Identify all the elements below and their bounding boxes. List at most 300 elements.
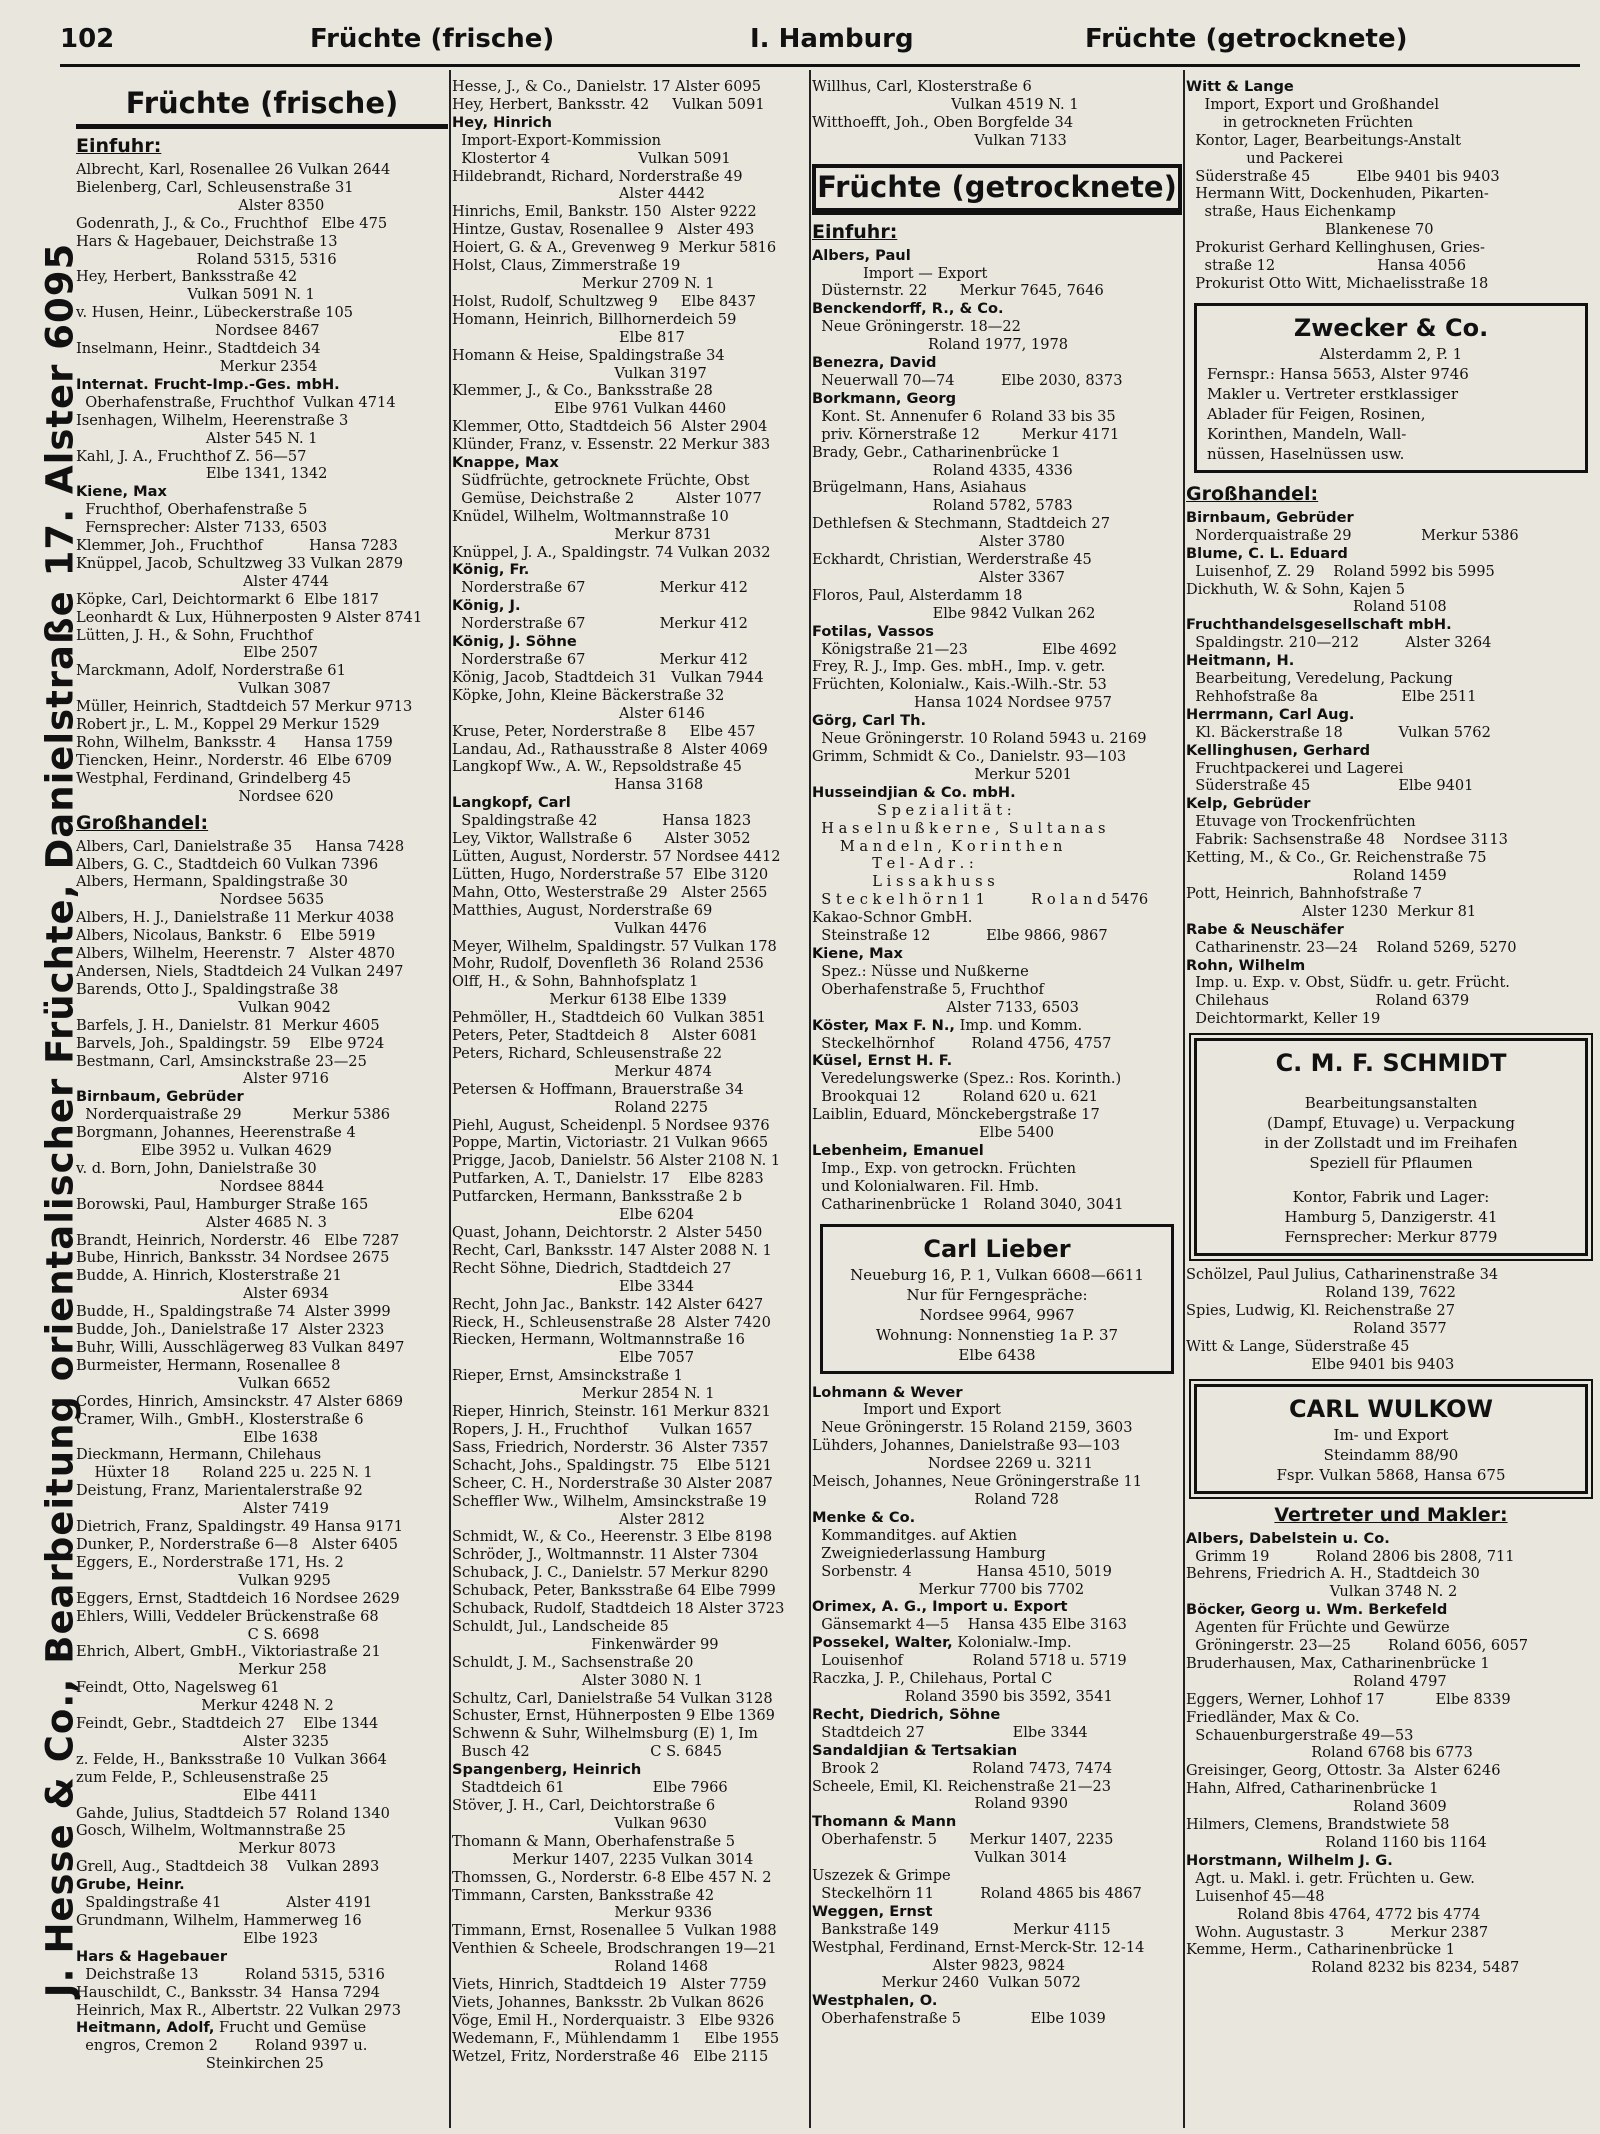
directory-entry — [76, 286, 448, 304]
entry-name: Albers, Dabelstein u. Co. — [1186, 1529, 1390, 1547]
directory-entry — [812, 2010, 1182, 2028]
entry-text: Agenten für Früchte und Gewürze — [1186, 1619, 1450, 1637]
directory-entry — [1186, 1356, 1596, 1374]
entry-text: Prigge, Jacob, Danielstr. 56 Alster 2108 N. 1 — [452, 1152, 781, 1170]
ad-line: nüssen, Haselnüssen usw. — [1207, 444, 1405, 463]
directory-entry — [76, 609, 448, 627]
entry-text: Spaldingstr. 210—212 Alster 3264 — [1186, 634, 1492, 652]
directory-entry — [76, 1446, 448, 1464]
directory-entry — [452, 866, 808, 884]
directory-entry — [76, 1035, 448, 1053]
entry-text: Merkur 8073 — [76, 1840, 336, 1858]
directory-entry — [812, 1992, 1182, 2010]
directory-entry — [76, 161, 448, 179]
directory-entry — [452, 2030, 808, 2048]
entry-name: Witt & Lange — [1186, 78, 1294, 95]
directory-entry — [1186, 527, 1596, 545]
directory-entry — [1186, 974, 1596, 992]
directory-entry — [76, 1088, 448, 1106]
advertisement-schmidt — [1194, 1038, 1588, 1256]
directory-entry — [76, 179, 448, 197]
directory-entry — [1186, 1691, 1596, 1709]
entry-text: Marckmann, Adolf, Norderstraße 61 — [76, 662, 346, 680]
entry-text: Mohr, Rudolf, Dovenfleth 36 Roland 2536 — [452, 955, 764, 973]
directory-entry — [76, 1357, 448, 1375]
entry-list — [1186, 1530, 1596, 1978]
directory-entry — [1186, 688, 1596, 706]
sidebar-ad-text: J. Hesse & Co., Bearbeitung orientalischer Früchte, Danielstraße 17. Alster 6095 — [38, 242, 82, 1998]
entry-text: straße, Haus Eichenkamp — [1186, 203, 1396, 221]
entry-text: Deistung, Franz, Marientalerstraße 92 — [76, 1482, 363, 1500]
directory-entry — [76, 2002, 448, 2020]
directory-entry — [1186, 795, 1596, 813]
directory-entry — [452, 1152, 808, 1170]
directory-entry — [812, 1849, 1182, 1867]
directory-entry — [452, 687, 808, 705]
directory-entry — [812, 1778, 1182, 1796]
entry-text: Elbe 7057 — [452, 1349, 695, 1367]
directory-entry — [812, 533, 1182, 551]
directory-entry — [812, 390, 1182, 408]
entry-text: Vulkan 3087 — [76, 680, 331, 698]
directory-entry — [452, 1654, 808, 1672]
entry-text: Brady, Gebr., Catharinenbrücke 1 — [812, 443, 1061, 461]
directory-entry — [76, 430, 448, 448]
directory-entry — [452, 741, 808, 759]
entry-text: Brandt, Heinrich, Norderstr. 46 Elbe 7287 — [76, 1231, 400, 1249]
entry-text: Ropers, J. H., Fruchthof Vulkan 1657 — [452, 1420, 753, 1438]
directory-entry — [76, 1053, 448, 1071]
entry-text: Hüxter 18 Roland 225 u. 225 N. 1 — [76, 1464, 373, 1482]
directory-entry — [812, 1196, 1182, 1214]
ad-line: Kontor, Fabrik und Lager: — [1292, 1188, 1490, 1207]
directory-entry — [76, 1142, 448, 1160]
entry-text: Eckhardt, Christian, Werderstraße 45 — [812, 551, 1092, 569]
directory-entry — [812, 1652, 1182, 1670]
directory-entry — [812, 300, 1182, 318]
entry-text: Roland 6768 bis 6773 — [1186, 1744, 1473, 1762]
directory-entry — [76, 752, 448, 770]
directory-entry — [76, 873, 448, 891]
directory-entry — [452, 1439, 808, 1457]
directory-entry — [812, 265, 1182, 283]
entry-text: Viets, Johannes, Banksstr. 2b Vulkan 8626 — [452, 1993, 764, 2011]
directory-entry — [452, 1851, 808, 1869]
entry-text: Hintze, Gustav, Rosenallee 9 Alster 493 — [452, 221, 755, 239]
directory-entry — [76, 1715, 448, 1733]
ad-line: Elbe 6438 — [958, 1345, 1036, 1364]
directory-entry — [1186, 78, 1596, 96]
entry-text: Import, Export und Großhandel — [1186, 95, 1439, 113]
directory-entry — [452, 1904, 808, 1922]
directory-entry — [812, 479, 1182, 497]
directory-entry — [812, 96, 1182, 114]
entry-text: Lütten, Hugo, Norderstraße 57 Elbe 3120 — [452, 865, 769, 883]
entry-text: Schröder, J., Woltmannstr. 11 Alster 7304 — [452, 1546, 759, 1564]
entry-text: Oberhafenstraße 5 Elbe 1039 — [812, 2010, 1106, 2028]
directory-entry — [812, 927, 1182, 945]
directory-entry — [812, 1831, 1182, 1849]
directory-entry — [1186, 706, 1596, 724]
directory-entry — [1186, 114, 1596, 132]
directory-entry — [812, 641, 1182, 659]
directory-entry — [452, 1331, 808, 1349]
entry-text: Schultz, Carl, Danielstraße 54 Vulkan 3128 — [452, 1689, 773, 1707]
directory-entry — [812, 1634, 1182, 1652]
entry-text: Leonhardt & Lux, Hühnerposten 9 Alster 8741 — [76, 608, 423, 626]
directory-entry — [76, 963, 448, 981]
entry-text: Nordsee 8844 — [76, 1177, 325, 1195]
directory-entry — [452, 812, 808, 830]
directory-entry — [812, 1509, 1182, 1527]
entry-name: Orimex, A. G., Import u. Export — [812, 1598, 1068, 1616]
entry-text: Westphal, Ferdinand, Grindelberg 45 — [76, 769, 352, 787]
directory-entry — [452, 257, 808, 275]
entry-text: Albers, Wilhelm, Heerenstr. 7 Alster 4870 — [76, 945, 395, 963]
entry-text: Imp., Exp. von getrockn. Früchten — [812, 1159, 1076, 1177]
entry-text: Gemüse, Deichstraße 2 Alster 1077 — [452, 489, 762, 507]
directory-entry — [452, 1815, 808, 1833]
entry-name: Westphalen, O. — [812, 1992, 938, 2010]
entry-text: Thomann & Mann, Oberhafenstraße 5 — [452, 1832, 736, 1850]
entry-text: Robert jr., L. M., Koppel 29 Merkur 1529 — [76, 716, 380, 734]
directory-entry — [812, 78, 1182, 96]
entry-text: Matthies, August, Norderstraße 69 — [452, 901, 713, 919]
directory-entry — [452, 1457, 808, 1475]
directory-entry — [812, 1455, 1182, 1473]
entry-text: Schölzel, Paul Julius, Catharinenstraße 34 — [1186, 1266, 1499, 1284]
entry-text: Olff, H., & Sohn, Bahnhofsplatz 1 — [452, 973, 699, 991]
running-header — [60, 20, 1580, 67]
directory-entry — [812, 963, 1182, 981]
entry-text: Frey, R. J., Imp. Ges. mbH., Imp. v. getr. — [812, 658, 1106, 676]
entry-text: Norderstraße 67 Merkur 412 — [452, 615, 748, 633]
directory-entry — [812, 855, 1182, 873]
directory-entry — [1186, 150, 1596, 168]
advertisement-carl-lieber — [820, 1224, 1174, 1374]
entry-text: Rieck, H., Schleusenstraße 28 Alster 7420 — [452, 1313, 771, 1331]
directory-entry — [76, 1930, 448, 1948]
entry-text: Budde, A. Hinrich, Klosterstraße 21 — [76, 1267, 342, 1285]
entry-text: Isenhagen, Wilhelm, Heerenstraße 3 — [76, 411, 349, 429]
directory-entry — [452, 311, 808, 329]
entry-name: Blume, C. L. Eduard — [1186, 544, 1348, 562]
directory-entry — [1186, 616, 1596, 634]
entry-text: Vulkan 3197 — [452, 364, 707, 382]
entry-text: Bube, Hinrich, Banksstr. 34 Nordsee 2675 — [76, 1249, 390, 1267]
directory-entry — [812, 1598, 1182, 1616]
ad-line: Neueburg 16, P. 1, Vulkan 6608—6611 — [850, 1265, 1144, 1284]
directory-entry — [76, 1321, 448, 1339]
directory-entry — [1186, 1530, 1596, 1548]
entry-text: Sorbenstr. 4 Hansa 4510, 5019 — [812, 1562, 1112, 1580]
entry-name: Böcker, Georg u. Wm. Berkefeld — [1186, 1601, 1448, 1619]
ad-line: Ablader für Feigen, Rosinen, — [1207, 404, 1426, 423]
entry-text: Klemmer, Otto, Stadtdeich 56 Alster 2904 — [452, 418, 768, 436]
directory-entry — [812, 676, 1182, 694]
entry-name: Hars & Hagebauer — [76, 1947, 228, 1965]
directory-entry — [76, 1124, 448, 1142]
entry-text: Elbe 2507 — [76, 644, 319, 662]
entry-name: Kellinghusen, Gerhard — [1186, 741, 1371, 759]
entry-text: Pott, Heinrich, Bahnhofstraße 7 — [1186, 884, 1423, 902]
entry-text: Neue Gröningerstr. 18—22 — [812, 318, 1021, 336]
entry-text: Kl. Bäckerstraße 18 Vulkan 5762 — [1186, 723, 1491, 741]
entry-name: Fotilas, Vassos — [812, 622, 934, 640]
entry-text: Roland 9390 — [812, 1795, 1069, 1813]
directory-entry — [76, 2019, 448, 2037]
directory-entry — [812, 1724, 1182, 1742]
entry-name: Lohmann & Wever — [812, 1383, 963, 1401]
directory-entry — [812, 1939, 1182, 1957]
entry-text: Inselmann, Heinr., Stadtdeich 34 — [76, 340, 321, 358]
directory-entry — [76, 1249, 448, 1267]
entry-name: Knappe, Max — [452, 454, 559, 472]
entry-text: Kakao-Schnor GmbH. — [812, 909, 973, 927]
entry-text: Albers, G. C., Stadtdeich 60 Vulkan 7396 — [76, 855, 379, 873]
entry-text: Brook 2 Roland 7473, 7474 — [812, 1759, 1113, 1777]
directory-entry — [76, 1070, 448, 1088]
entry-name: König, J. — [452, 597, 521, 615]
entry-text: Schuster, Ernst, Hühnerposten 9 Elbe 1369 — [452, 1707, 775, 1725]
directory-entry — [812, 766, 1182, 784]
directory-entry — [1186, 867, 1596, 885]
directory-entry — [812, 551, 1182, 569]
entry-text: Ley, Viktor, Wallstraße 6 Alster 3052 — [452, 830, 751, 848]
directory-entry — [1186, 1906, 1596, 1924]
entry-text: Spaldingstraße 42 Hansa 1823 — [452, 812, 752, 830]
entry-text: Kemme, Herm., Catharinenbrücke 1 — [1186, 1941, 1456, 1959]
entry-text: Eggers, E., Norderstraße 171, Hs. 2 — [76, 1553, 344, 1571]
directory-entry — [452, 114, 808, 132]
entry-text: Quast, Johann, Deichtorstr. 2 Alster 5450 — [452, 1224, 763, 1241]
directory-entry — [452, 1618, 808, 1636]
directory-entry — [1186, 742, 1596, 760]
ad-line: Hamburg 5, Danzigerstr. 41 — [1284, 1208, 1498, 1227]
directory-entry — [76, 1232, 448, 1250]
directory-entry — [452, 1224, 808, 1242]
directory-entry — [1186, 921, 1596, 939]
entry-text: Albers, Nicolaus, Bankstr. 6 Elbe 5919 — [76, 927, 376, 945]
directory-entry — [452, 723, 808, 741]
directory-entry — [812, 247, 1182, 265]
directory-entry — [76, 2055, 448, 2073]
ad-line: Alsterdamm 2, P. 1 — [1319, 344, 1463, 363]
entry-text: Alster 3367 — [812, 568, 1065, 586]
entry-text: Neue Gröningerstr. 10 Roland 5943 u. 2169 — [812, 730, 1147, 748]
directory-entry — [76, 1697, 448, 1715]
entry-text: Barends, Otto J., Spaldingstraße 38 — [76, 980, 339, 998]
directory-entry — [452, 365, 808, 383]
directory-entry — [1186, 257, 1596, 275]
entry-text: Bestmann, Carl, Amsinckstraße 23—25 — [76, 1052, 367, 1070]
entry-text: Recht, John Jac., Bankstr. 142 Alster 6427 — [452, 1295, 764, 1313]
directory-entry — [812, 336, 1182, 354]
directory-entry — [76, 1769, 448, 1787]
section-title: Früchte (getrocknete) — [812, 164, 1182, 215]
section-title: Früchte (frische) — [76, 84, 448, 129]
directory-entry — [812, 1885, 1182, 1903]
entry-text: Elbe 9842 Vulkan 262 — [812, 604, 1096, 622]
entry-name: Horstmann, Wilhelm J. G. — [1186, 1851, 1393, 1869]
directory-entry — [812, 1760, 1182, 1778]
entry-text: Roland 1468 — [452, 1958, 709, 1976]
entry-text: Merkur 4248 N. 2 — [76, 1697, 334, 1715]
directory-entry — [812, 1563, 1182, 1581]
directory-entry — [452, 382, 808, 400]
entry-text: Witthoefft, Joh., Oben Borgfelde 34 — [812, 113, 1074, 131]
ad-title: CARL WULKOW — [1289, 1394, 1493, 1423]
entry-text: Petersen & Hoffmann, Brauerstraße 34 — [452, 1080, 744, 1098]
entry-text: Neue Gröningerstr. 15 Roland 2159, 3603 — [812, 1419, 1133, 1437]
directory-entry — [76, 981, 448, 999]
directory-entry — [76, 1912, 448, 1930]
entry-text: Elbe 3952 u. Vulkan 4629 — [76, 1142, 332, 1160]
directory-entry — [76, 1661, 448, 1679]
entry-text: Vulkan 4519 N. 1 — [812, 95, 1079, 113]
directory-entry — [812, 1903, 1182, 1921]
directory-entry — [812, 1017, 1182, 1035]
directory-entry — [452, 185, 808, 203]
entry-text: Fruchtpackerei und Lagerei — [1186, 759, 1404, 777]
entry-text: Import-Export-Kommission — [452, 131, 662, 149]
entry-text: Veredelungswerke (Spez.: Ros. Korinth.) — [812, 1070, 1122, 1088]
entry-text: Spies, Ludwig, Kl. Reichenstraße 27 — [1186, 1301, 1455, 1319]
entry-text: Borowski, Paul, Hamburger Straße 165 — [76, 1195, 369, 1213]
entry-text: Tiencken, Heinr., Norderstr. 46 Elbe 6709 — [76, 751, 392, 769]
directory-entry — [76, 770, 448, 788]
directory-entry — [452, 1063, 808, 1081]
entry-text: Roland 8232 bis 8234, 5487 — [1186, 1959, 1520, 1977]
entry-text: Knüppel, J. A., Spaldingstr. 74 Vulkan 2032 — [452, 543, 771, 561]
directory-entry — [1186, 1673, 1596, 1691]
directory-entry — [76, 662, 448, 680]
directory-entry — [812, 1581, 1182, 1599]
directory-entry — [812, 587, 1182, 605]
entry-text: Elbe 9761 Vulkan 4460 — [452, 400, 727, 418]
entry-text: Scheer, C. H., Norderstraße 30 Alster 2087 — [452, 1474, 773, 1492]
directory-entry — [812, 1106, 1182, 1124]
entry-text: Hildebrandt, Richard, Norderstraße 49 — [452, 167, 743, 185]
entry-text: Nordsee 620 — [76, 787, 334, 805]
entry-text: Süderstraße 45 Elbe 9401 — [1186, 777, 1474, 795]
directory-entry — [1186, 185, 1596, 203]
entry-text: Hansa 3168 — [452, 776, 704, 794]
entry-list — [812, 247, 1182, 1214]
directory-entry — [76, 1017, 448, 1035]
directory-entry — [812, 1616, 1182, 1634]
directory-entry — [812, 1527, 1182, 1545]
entry-text: Louisenhof Roland 5718 u. 5719 — [812, 1652, 1127, 1670]
directory-entry — [812, 605, 1182, 623]
entry-text: Greisinger, Georg, Ottostr. 3a Alster 6246 — [1186, 1762, 1501, 1780]
entry-text: Hermann Witt, Dockenhuden, Pikarten- — [1186, 185, 1489, 203]
entry-text: Prokurist Otto Witt, Michaelisstraße 18 — [1186, 274, 1489, 292]
directory-entry — [452, 1743, 808, 1761]
entry-text: Roland 3590 bis 3592, 3541 — [812, 1687, 1113, 1705]
entry-name: Sandaldjian & Tertsakian — [812, 1741, 1018, 1759]
directory-entry — [1186, 1619, 1596, 1637]
directory-entry — [452, 884, 808, 902]
entry-text: Klünder, Franz, v. Essenstr. 22 Merkur 383 — [452, 436, 771, 454]
entry-text: Vulkan 9630 — [452, 1814, 707, 1832]
ad-line: Fernsprecher: Merkur 8779 — [1284, 1228, 1498, 1247]
entry-name: Possekel, Walter, — [812, 1634, 953, 1652]
entry-text: Recht, Carl, Banksstr. 147 Alster 2088 N. 1 — [452, 1241, 772, 1259]
directory-entry — [812, 1160, 1182, 1178]
directory-entry — [76, 573, 448, 591]
entry-text: Schuldt, J. M., Sachsenstraße 20 — [452, 1653, 694, 1671]
entry-text: Roland 8bis 4764, 4772 bis 4774 — [1186, 1905, 1481, 1923]
directory-entry — [452, 938, 808, 956]
directory-entry — [452, 2012, 808, 2030]
entry-text: Schauenburgerstraße 49—53 — [1186, 1726, 1414, 1744]
directory-entry — [76, 1554, 448, 1572]
subsection-heading: Einfuhr: — [812, 220, 898, 243]
entry-name: Herrmann, Carl Aug. — [1186, 705, 1355, 723]
directory-entry — [452, 1690, 808, 1708]
directory-entry — [452, 1134, 808, 1152]
entry-name: Hey, Hinrich — [452, 113, 552, 131]
directory-entry — [1186, 992, 1596, 1010]
directory-entry — [452, 1403, 808, 1421]
directory-entry — [1186, 509, 1596, 527]
directory-entry — [452, 1725, 808, 1743]
directory-entry — [1186, 1010, 1596, 1028]
directory-entry — [76, 1572, 448, 1590]
directory-entry — [812, 730, 1182, 748]
entry-text: Roland 3577 — [1186, 1319, 1447, 1337]
entry-text: Luisenhof, Z. 29 Roland 5992 bis 5995 — [1186, 562, 1495, 580]
directory-entry — [76, 1214, 448, 1232]
entry-text: Floros, Paul, Alsterdamm 18 — [812, 586, 1023, 604]
entry-name: Albers, Paul — [812, 246, 911, 264]
directory-entry — [1186, 1548, 1596, 1566]
directory-entry — [76, 322, 448, 340]
directory-entry — [452, 1099, 808, 1117]
directory-entry — [812, 909, 1182, 927]
entry-text: Willhus, Carl, Klosterstraße 6 — [812, 78, 1032, 95]
entry-text: Behrens, Friedrich A. H., Stadtdeich 30 — [1186, 1565, 1480, 1583]
entry-text: Elbe 817 — [452, 328, 685, 346]
directory-entry — [76, 1643, 448, 1661]
directory-entry — [452, 203, 808, 221]
entry-text: in getrockneten Früchten — [1186, 113, 1413, 131]
directory-entry — [452, 132, 808, 150]
directory-entry — [452, 1278, 808, 1296]
entry-text: Uszezek & Grimpe — [812, 1867, 951, 1885]
entry-text: Schacht, Johs., Spaldingstr. 75 Elbe 5121 — [452, 1456, 773, 1474]
entry-text: Schuback, Rudolf, Stadtdeich 18 Alster 3723 — [452, 1600, 785, 1618]
entry-text: Meisch, Johannes, Neue Gröningerstraße 11 — [812, 1473, 1143, 1491]
entry-text: Hars & Hagebauer, Deichstraße 13 — [76, 232, 338, 250]
entry-list — [1186, 1266, 1596, 1373]
subsection-heading: Großhandel: — [76, 811, 209, 834]
entry-text: Laiblin, Eduard, Mönckebergstraße 17 — [812, 1106, 1100, 1124]
directory-entry — [452, 1260, 808, 1278]
entry-text: Scheele, Emil, Kl. Reichenstraße 21—23 — [812, 1777, 1112, 1795]
directory-entry — [812, 712, 1182, 730]
entry-text: Alster 6934 — [76, 1285, 329, 1303]
directory-entry — [76, 1966, 448, 1984]
entry-text: Grundmann, Wilhelm, Hammerweg 16 — [76, 1912, 362, 1929]
entry-text: straße 12 Hansa 4056 — [1186, 257, 1467, 275]
entry-text: Homann, Heinrich, Billhornerdeich 59 — [452, 310, 737, 328]
entry-text: Alster 8350 — [76, 196, 325, 214]
entry-text: Hauschildt, C., Banksstr. 34 Hansa 7294 — [76, 1983, 381, 2001]
entry-text: Rehhofstraße 8a Elbe 2511 — [1186, 687, 1477, 705]
directory-entry — [812, 1813, 1182, 1831]
